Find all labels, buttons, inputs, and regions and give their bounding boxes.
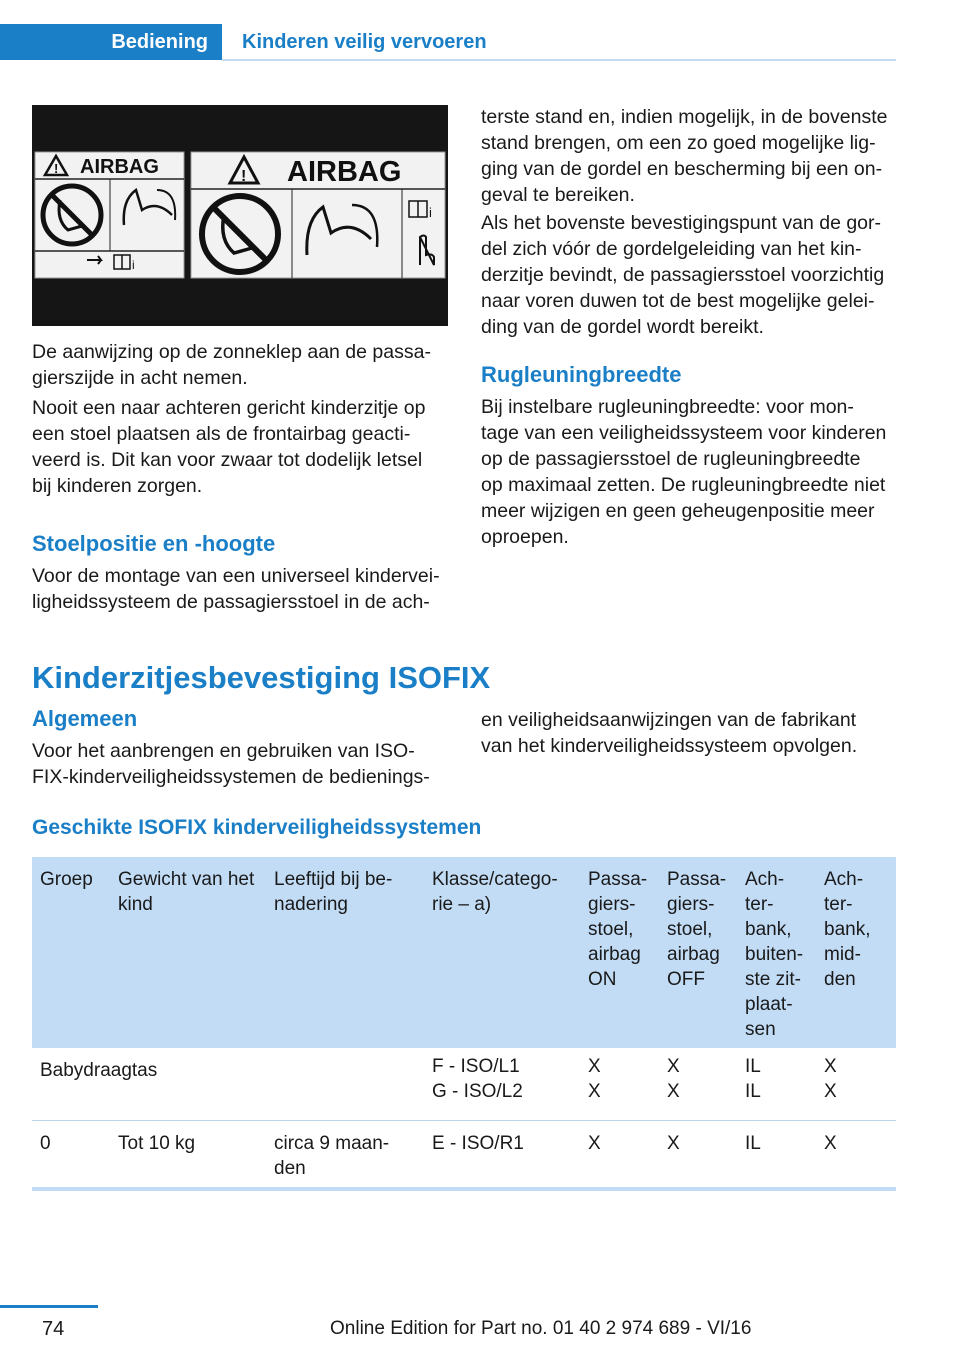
seatbelt-paragraph: Als het bovenste bevestigingspunt van de gor- del zich vóór de gordelgeleiding van het kin- derzitje bevindt, de passagiersstoel voorzichtig naar voren duwen tot de best mogelijke gelei- ding van de gordel wordt bereikt.: [481, 212, 885, 338]
table-cell: [266, 1048, 424, 1120]
table-row: [32, 1048, 896, 1121]
table-header-cell: Passa- giers- stoel, airbag OFF: [667, 869, 727, 990]
table-cell: 0: [40, 1133, 51, 1154]
airbag-text-large: AIRBAG: [287, 156, 402, 188]
table-cell: X X: [824, 1056, 837, 1102]
airbag-label-small: [35, 152, 184, 278]
table-header-cell: Groep: [40, 869, 93, 890]
table-cell: X: [824, 1133, 837, 1154]
airbag-text-small: AIRBAG: [80, 156, 159, 178]
algemeen-paragraph-right: en veiligheidsaanwijzingen van de fabrikant van het kinderveiligheidssysteem opvolgen.: [481, 709, 858, 757]
table-cell: X X: [588, 1056, 601, 1102]
heading-isofix: Kinderzitjesbevestiging ISOFIX: [32, 660, 491, 695]
table-cell: X X: [667, 1056, 680, 1102]
heading-algemeen: Algemeen: [32, 706, 138, 731]
table-header-cell: Ach- ter- bank, mid- den: [824, 869, 871, 990]
table-row: [32, 1121, 896, 1187]
table-cell: Babydraagtas: [40, 1060, 158, 1081]
table-cell: [110, 1048, 266, 1120]
footer-rule: [0, 1305, 98, 1308]
table-header-row: [32, 857, 896, 1048]
svg-text:!: !: [54, 161, 59, 176]
airbag-warning-figure: [32, 105, 448, 326]
svg-text:!: !: [241, 168, 247, 185]
table-header-cell: Klasse/catego- rie – a): [432, 869, 558, 915]
heading-stoelpositie: Stoelpositie en -hoogte: [32, 531, 276, 556]
table-cell: IL: [745, 1133, 761, 1154]
algemeen-paragraph-left: Voor het aanbrengen en gebruiken van ISO- FIX-kinderveiligheidssystemen de bedienings-: [32, 740, 430, 788]
edition-note: Online Edition for Part no. 01 40 2 974 689 - VI/16: [330, 1318, 752, 1339]
table-cell: E - ISO/R1: [432, 1133, 524, 1154]
rugleuning-paragraph: Bij instelbare rugleuningbreedte: voor mon- tage van een veiligheidssysteem voor kinderen op de passagiersstoel de rugleuningbreedte op maximaal zetten. De rugleuningbreedte niet meer wijzigen en geen geheugenpositie meer oproepen.: [481, 396, 887, 548]
heading-geschikte-isofix: Geschikte ISOFIX kinderveiligheidssystemen: [32, 816, 482, 839]
table-bottom-rule: [32, 1187, 896, 1191]
table-cell: F - ISO/L1 G - ISO/L2: [432, 1056, 523, 1102]
page-number: 74: [42, 1318, 65, 1340]
table-cell: Tot 10 kg: [118, 1133, 196, 1154]
table-cell: IL IL: [745, 1056, 761, 1102]
table-cell: X: [588, 1133, 601, 1154]
stoelpositie-paragraph: Voor de montage van een universeel kindervei- ligheidssysteem de passagiersstoel in de ach-: [32, 565, 440, 613]
table-header-cell: Passa- giers- stoel, airbag ON: [588, 869, 648, 990]
svg-text:i: i: [132, 258, 135, 272]
table-header-cell: Gewicht van het kind: [118, 869, 255, 915]
header-divider: [222, 59, 896, 61]
isofix-table: [32, 857, 896, 1191]
table-cell: circa 9 maan- den: [274, 1133, 390, 1179]
table-cell: X: [667, 1133, 680, 1154]
svg-text:i: i: [429, 205, 432, 220]
table-header-cell: Ach- ter- bank, buiten- ste zit- plaat- sen: [745, 869, 804, 1040]
section-tab-bediening: Bediening: [0, 24, 222, 60]
warning-paragraph: Nooit een naar achteren gericht kinderzitje op een stoel plaatsen als de frontairbag geacti- veerd is. Dit kan voor zwaar tot dodelijk letsel bij kinderen zorgen.: [32, 397, 426, 497]
continued-paragraph: terste stand en, indien mogelijk, in de bovenste stand brengen, om een zo goed mogelijke lig- ging van de gordel en bescherming bij een on- geval te bereiken.: [481, 106, 888, 206]
airbag-label-large: [191, 152, 445, 278]
heading-rugleuningbreedte: Rugleuningbreedte: [481, 362, 682, 387]
section-tab-kinderen: Kinderen veilig vervoeren: [242, 31, 487, 53]
figure-caption: De aanwijzing op de zonneklep aan de passa- gierszijde in acht nemen.: [32, 341, 431, 389]
table-header-cell: Leeftijd bij be- nadering: [274, 869, 393, 915]
